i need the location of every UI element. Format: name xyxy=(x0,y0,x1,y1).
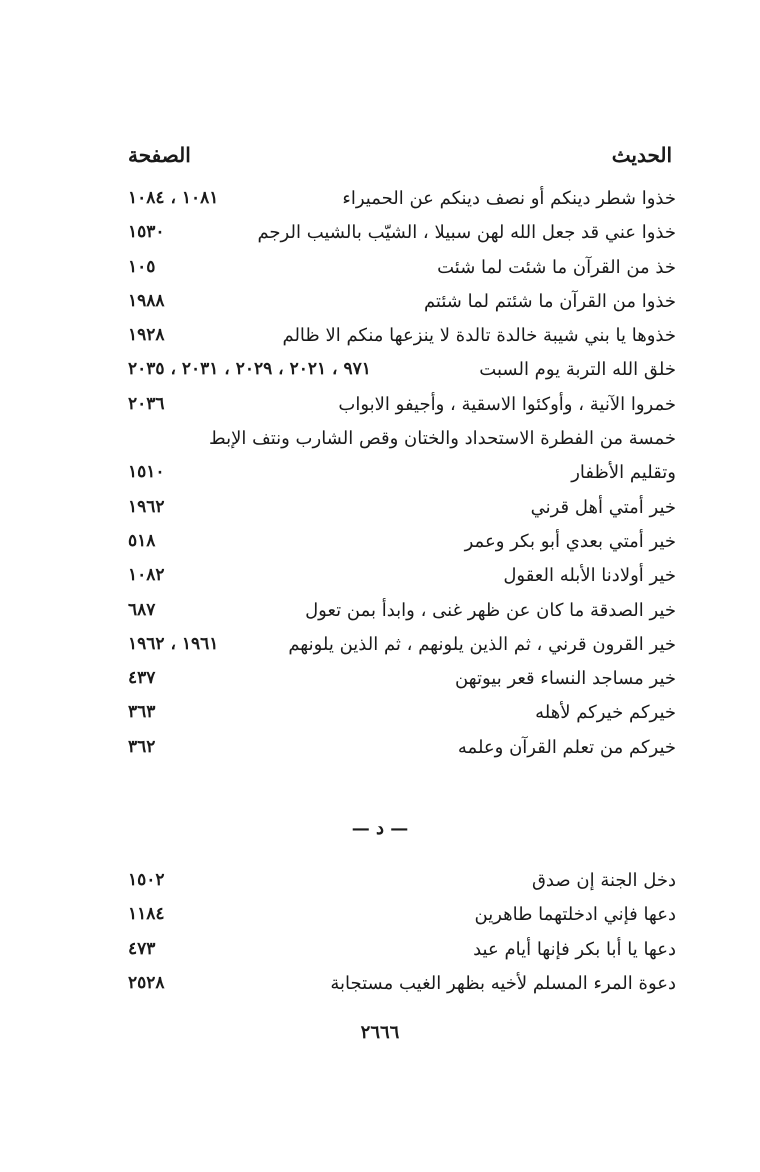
hadith-text: دخل الجنة إن صدق xyxy=(531,870,676,891)
page-reference: ١٥٣٠ xyxy=(128,222,165,243)
hadith-text: خير مساجد النساء قعر بيوتهن xyxy=(454,668,676,690)
hadith-text: خذوا من القرآن ما شئتم لما شئتم xyxy=(423,290,676,312)
index-row xyxy=(0,935,760,969)
page-reference: ٢٥٢٨ xyxy=(128,972,165,993)
page-reference: ٦٨٧ xyxy=(128,599,156,620)
index-row xyxy=(0,184,760,218)
hadith-text: دعها يا أبا بكر فإنها أيام عيد xyxy=(473,938,676,960)
hadith-text: دعوة المرء المسلم لأخيه بظهر الغيب مستجابة xyxy=(330,972,676,994)
index-row xyxy=(0,287,760,321)
hadith-index-list xyxy=(0,184,760,767)
index-row xyxy=(0,390,760,424)
page-reference: ١٩٦١ ، ١٩٦٢ xyxy=(128,633,219,654)
index-row xyxy=(0,900,760,934)
page-reference: ١٩٦٢ xyxy=(128,496,165,517)
hadith-text: خذوها يا بني شيبة خالدة تالدة لا ينزعها منكم الا ظالم xyxy=(282,325,676,347)
index-row xyxy=(0,664,760,698)
page-reference: ١٠٨١ ، ١٠٨٤ xyxy=(128,188,219,208)
hadith-text: خذ من القرآن ما شئت لما شئت xyxy=(437,256,676,278)
hadith-text: خلق الله التربة يوم السبت xyxy=(479,359,676,381)
index-row xyxy=(0,355,760,389)
hadith-text: خمروا الآنية ، وأوكئوا الاسقية ، وأجيفو الابواب xyxy=(338,393,676,415)
page-reference: ٤٣٧ xyxy=(128,668,156,689)
page-reference: ١٠٥ xyxy=(128,256,156,277)
index-row xyxy=(0,321,760,355)
index-row xyxy=(0,493,760,527)
page-number: ٢٦٦٦ xyxy=(360,1022,400,1043)
hadith-column-header: الحديث xyxy=(611,143,672,167)
index-row xyxy=(0,866,760,900)
section-divider: — د — xyxy=(351,818,409,839)
hadith-text: خذوا شطر دينكم أو نصف دينكم عن الحميراء xyxy=(342,188,676,209)
page-reference: ١٠٨٢ xyxy=(128,565,165,586)
index-row xyxy=(0,698,760,732)
page-reference: ٣٦٣ xyxy=(128,702,156,723)
hadith-text: وتقليم الأظفار xyxy=(571,462,676,484)
index-row xyxy=(0,733,760,767)
index-row xyxy=(0,253,760,287)
page-reference: ٩٧١ ، ٢٠٢١ ، ٢٠٢٩ ، ٢٠٣١ ، ٢٠٣٥ xyxy=(128,359,371,380)
page-reference: ١٥٠٢ xyxy=(128,870,165,890)
page-reference: ١٥١٠ xyxy=(128,462,165,483)
index-row xyxy=(0,969,760,1003)
hadith-text: خير أولادنا الأبله العقول xyxy=(503,565,676,587)
page-reference: ٤٧٣ xyxy=(128,938,156,959)
index-row xyxy=(0,561,760,595)
page-reference: ٣٦٢ xyxy=(128,736,156,757)
index-row xyxy=(0,596,760,630)
hadith-text: خذوا عني قد جعل الله لهن سبيلا ، الشيّب بالشيب الرجم xyxy=(257,222,676,244)
hadith-text: خمسة من الفطرة الاستحداد والختان وقص الشارب ونتف الإبط xyxy=(208,428,676,450)
hadith-text: دعها فإني ادخلتهما طاهرين xyxy=(474,904,676,926)
hadith-index-list-dal xyxy=(0,866,760,1003)
page-reference: ١٩٢٨ xyxy=(128,325,165,346)
page-reference: ٢٠٣٦ xyxy=(128,393,165,414)
page-reference: ٥١٨ xyxy=(128,530,156,551)
index-row xyxy=(0,527,760,561)
page-reference: ١٩٨٨ xyxy=(128,290,165,311)
index-row xyxy=(0,458,760,492)
index-row xyxy=(0,630,760,664)
hadith-text: خير القرون قرني ، ثم الذين يلونهم ، ثم الذين يلونهم xyxy=(288,633,676,655)
hadith-text: خير أمتي أهل قرني xyxy=(530,496,676,518)
hadith-text: خير أمتي بعدي أبو بكر وعمر xyxy=(464,530,676,552)
hadith-text: خير الصدقة ما كان عن ظهر غنى ، وابدأ بمن تعول xyxy=(305,599,676,621)
page-column-header: الصفحة xyxy=(128,143,191,167)
page-reference: ١١٨٤ xyxy=(128,904,165,925)
index-row xyxy=(0,424,760,458)
index-row xyxy=(0,218,760,252)
hadith-text: خيركم خيركم لأهله xyxy=(535,702,676,724)
hadith-text: خيركم من تعلم القرآن وعلمه xyxy=(457,736,676,758)
